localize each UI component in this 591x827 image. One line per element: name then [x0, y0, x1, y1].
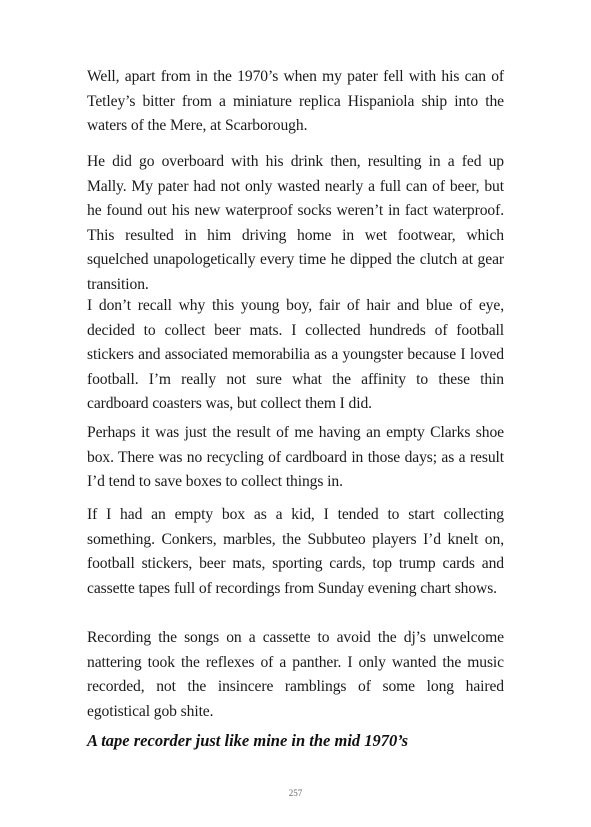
page-number: 257 [288, 788, 303, 798]
paragraph-shoe-box [87, 421, 504, 495]
paragraph-text: Well, apart from in the 1970’s when my pater fell with his can of Tetley’s bitter from a miniature replica Hispaniola ship into the waters of the Mere, at Scarborough. [87, 68, 504, 134]
paragraph-text: Recording the songs on a cassette to avoid the dj’s unwelcome nattering took the reflexes of a panther. I only wanted the music recorded, not the insincere ramblings of some long haired egotistical gob shite. [87, 629, 504, 720]
paragraph-recording-songs [87, 626, 504, 724]
paragraph-text: I don’t recall why this young boy, fair of hair and blue of eye, decided to collect beer mats. I collected hundreds of football stickers and associated memorabilia as a youngster because I loved football. I’m really not sure what the affinity to these thin cardboard coasters was, but collect them I did. [87, 297, 504, 412]
paragraph-text: If I had an empty box as a kid, I tended to start collecting something. Conkers, marbles, the Subbuteo players I’d knelt on, football stickers, beer mats, sporting cards, top trump cards and cassette tapes full of recordings from Sunday evening chart shows. [87, 506, 504, 597]
paragraph-beer-mats [87, 294, 504, 417]
paragraph-text: Perhaps it was just the result of me having an empty Clarks shoe box. There was no recycling of cardboard in those days; as a result I’d tend to save boxes to collect things in. [87, 424, 504, 490]
paragraph-waterproof-socks [87, 150, 504, 297]
paragraph-collecting [87, 503, 504, 601]
paragraph-scarborough-mere [87, 65, 504, 139]
image-caption: A tape recorder just like mine in the mid 1970’s [87, 731, 408, 750]
paragraph-text: He did go overboard with his drink then, resulting in a fed up Mally. My pater had not only wasted nearly a full can of beer, but he found out his new waterproof socks weren’t in fact waterproof. This resulted in him driving home in wet footwear, which squelched unapologetically every time he dipped the clutch at gear transition. [87, 153, 504, 293]
